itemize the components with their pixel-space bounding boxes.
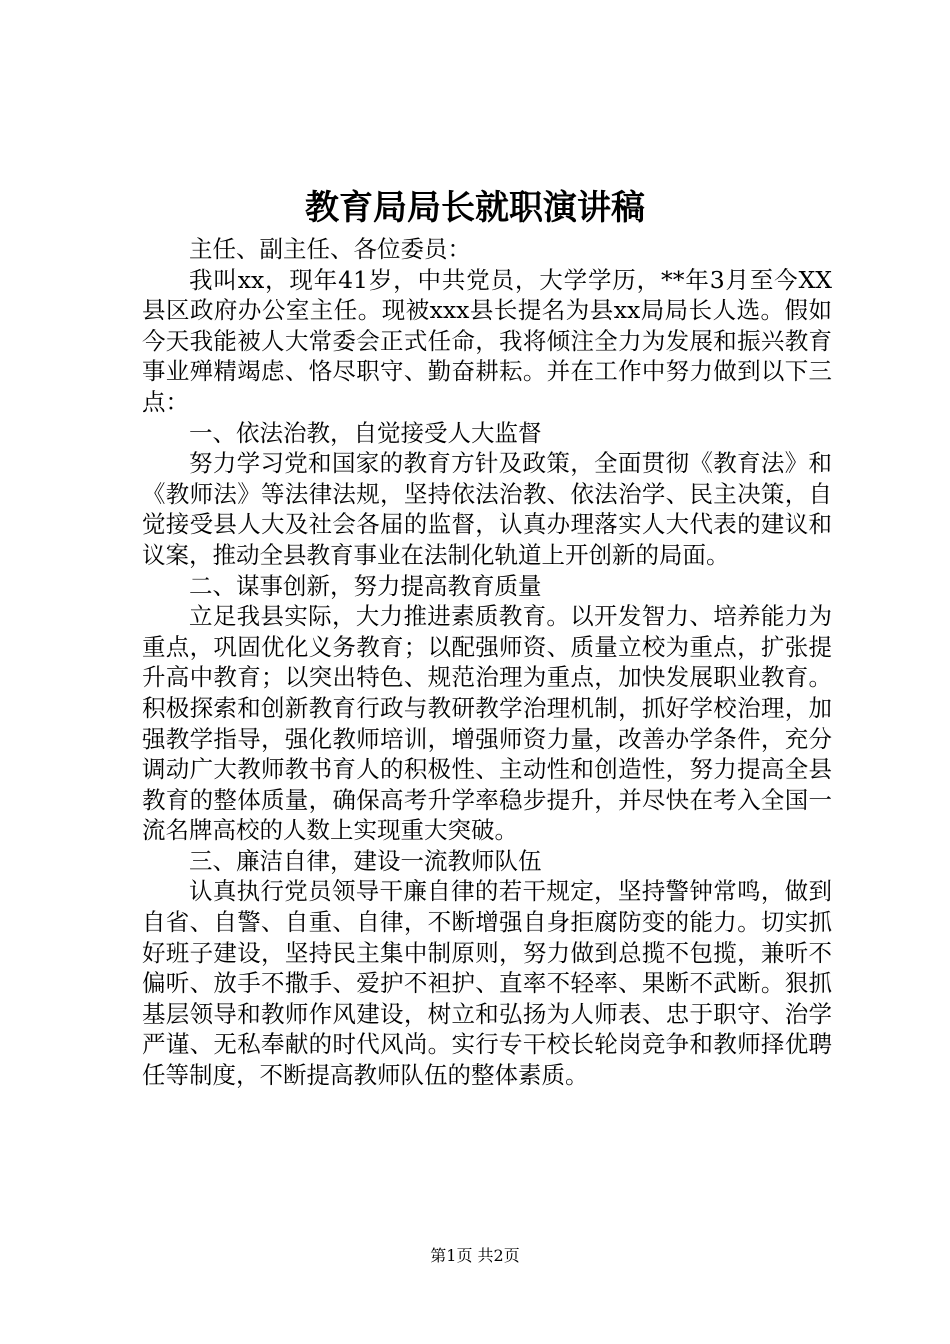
paragraph-intro: 我叫xx，现年41岁，中共党员，大学学历，**年3月至今XX县区政府办公室主任。现被xxx县长提名为县xx局局长人选。假如今天我能被人大常委会正式任命，我将倾注全力为发展和振兴教育事业殚精竭虑、恪尽职守、勤奋耕耘。并在工作中努力做到以下三点：	[142, 265, 832, 416]
page-footer: 第1页 共2页	[430, 1246, 520, 1265]
paragraph-section-1: 努力学习党和国家的教育方针及政策，全面贯彻《教育法》和《教师法》等法律法规，坚持依法治教、依法治学、民主决策，自觉接受县人大及社会各届的监督，认真办理落实人大代表的建议和议案，推动全县教育事业在法制化轨道上开创新的局面。	[142, 449, 832, 569]
document-title: 教育局局长就职演讲稿	[305, 188, 645, 228]
section-heading-1: 一、依法治教，自觉接受人大监督	[189, 418, 542, 447]
salutation: 主任、副主任、各位委员：	[189, 235, 471, 263]
section-heading-3: 三、廉洁自律，建设一流教师队伍	[189, 846, 542, 875]
section-heading-2: 二、谋事创新，努力提高教育质量	[189, 571, 542, 600]
document-body	[142, 234, 832, 1091]
paragraph-section-3: 认真执行党员领导干廉自律的若干规定，坚持警钟常鸣，做到自省、自警、自重、自律，不断增强自身拒腐防变的能力。切实抓好班子建设，坚持民主集中制原则，努力做到总揽不包揽，兼听不偏听、放手不撒手、爱护不袒护、直率不轻率、果断不武断。狠抓基层领导和教师作风建设，树立和弘扬为人师表、忠于职守、治学严谨、无私奉献的时代风尚。实行专干校长轮岗竞争和教师择优聘任等制度，不断提高教师队伍的整体素质。	[142, 877, 832, 1090]
paragraph-section-2: 立足我县实际，大力推进素质教育。以开发智力、培养能力为重点，巩固优化义务教育；以配强师资、质量立校为重点，扩张提升高中教育；以突出特色、规范治理为重点，加快发展职业教育。积极探索和创新教育行政与教研教学治理机制，抓好学校治理，加强教学指导，强化教师培训，增强师资力量，改善办学条件，充分调动广大教师教书育人的积极性、主动性和创造性，努力提高全县教育的整体质量，确保高考升学率稳步提升，并尽快在考入全国一流名牌高校的人数上实现重大突破。	[142, 602, 832, 845]
